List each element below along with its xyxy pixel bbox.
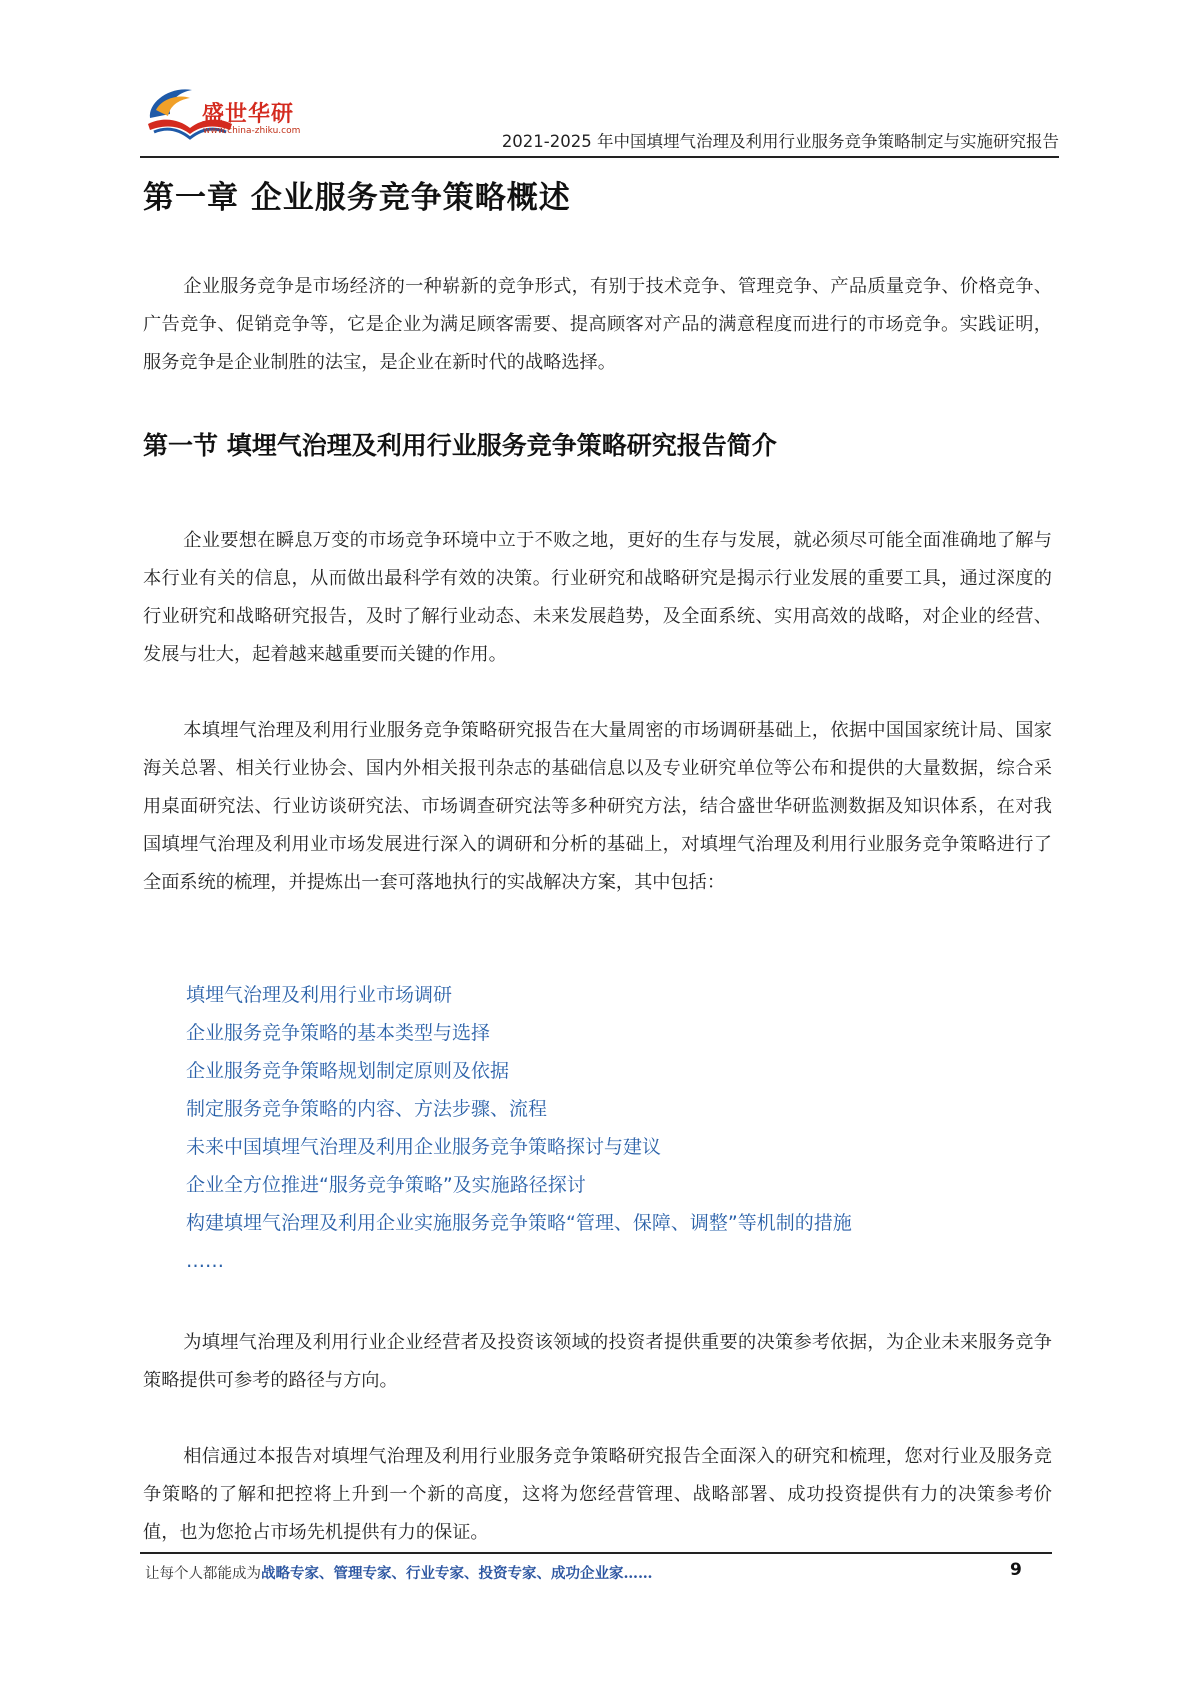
list-item: 填埋气治理及利用行业市场调研	[186, 984, 453, 1006]
section-paragraph-4	[143, 1438, 1052, 1552]
header-divider	[140, 156, 1059, 158]
section-paragraph-3	[143, 1324, 1052, 1400]
paragraph-text: 本填埋气治理及利用行业服务竞争策略研究报告在大量周密的市场调研基础上，依据中国国家统计局、国家海关总署、相关行业协会、国内外相关报刊杂志的基础信息以及专业研究单位等公布和提供的大量数据，综合采用桌面研究法、行业访谈研究法、市场调查研究法等多种研究方法，结合盛世华研监测数据及知识体系，在对我国填埋气治理及利用业市场发展进行深入的调研和分析的基础上，对填埋气治理及利用行业服务竞争策略进行了全面系统的梳理，并提炼出一套可落地执行的实战解决方案，其中包括：	[143, 720, 1052, 893]
paragraph-text: 相信通过本报告对填埋气治理及利用行业服务竞争策略研究报告全面深入的研究和梳理，您对行业及服务竞争策略的了解和把控将上升到一个新的高度，这将为您经营管理、战略部署、成功投资提供有力的决策参考价值，也为您抢占市场先机提供有力的保证。	[143, 1446, 1052, 1543]
chapter-title: 第一章 企业服务竞争策略概述	[143, 180, 571, 216]
list-item: 企业服务竞争策略规划制定原则及依据	[186, 1060, 510, 1082]
footer-divider	[140, 1552, 1052, 1554]
list-item: ……	[186, 1250, 224, 1272]
section-paragraph-1	[143, 522, 1052, 674]
list-item: 企业服务竞争策略的基本类型与选择	[186, 1022, 491, 1044]
slogan-prefix: 让每个人都能成为	[145, 1566, 261, 1582]
contents-list	[186, 976, 852, 1280]
list-item: 未来中国填埋气治理及利用企业服务竞争策略探讨与建议	[186, 1136, 662, 1158]
logo-name: 盛世华研	[202, 102, 295, 127]
logo-url: www.china-zhiku.com	[203, 126, 301, 136]
list-item: 构建填埋气治理及利用企业实施服务竞争策略“管理、保障、调整”等机制的措施	[186, 1212, 852, 1234]
chapter-intro-paragraph	[143, 268, 1052, 382]
footer-slogan	[145, 1562, 653, 1583]
report-title: 2021-2025 年中国填埋气治理及利用行业服务竞争策略制定与实施研究报告	[501, 132, 1059, 151]
list-item: 企业全方位推进“服务竞争策略”及实施路径探讨	[186, 1174, 586, 1196]
section-title: 第一节 填埋气治理及利用行业服务竞争策略研究报告简介	[143, 431, 777, 460]
page-number: 9	[1010, 1560, 1022, 1580]
section-paragraph-2	[143, 712, 1052, 902]
slogan-highlight: 战略专家、管理专家、行业专家、投资专家、成功企业家……	[261, 1565, 653, 1582]
paragraph-text: 企业服务竞争是市场经济的一种崭新的竞争形式，有别于技术竞争、管理竞争、产品质量竞争、价格竞争、广告竞争、促销竞争等，它是企业为满足顾客需要、提高顾客对产品的满意程度而进行的市场竞争。实践证明，服务竞争是企业制胜的法宝，是企业在新时代的战略选择。	[143, 276, 1052, 373]
list-item: 制定服务竞争策略的内容、方法步骤、流程	[186, 1098, 548, 1120]
paragraph-text: 为填埋气治理及利用行业企业经营者及投资该领域的投资者提供重要的决策参考依据，为企业未来服务竞争策略提供可参考的路径与方向。	[143, 1332, 1052, 1391]
paragraph-text: 企业要想在瞬息万变的市场竞争环境中立于不败之地，更好的生存与发展，就必须尽可能全面准确地了解与本行业有关的信息，从而做出最科学有效的决策。行业研究和战略研究是揭示行业发展的重要工具，通过深度的行业研究和战略研究报告，及时了解行业动态、未来发展趋势，及全面系统、实用高效的战略，对企业的经营、发展与壮大，起着越来越重要而关键的作用。	[143, 530, 1052, 665]
